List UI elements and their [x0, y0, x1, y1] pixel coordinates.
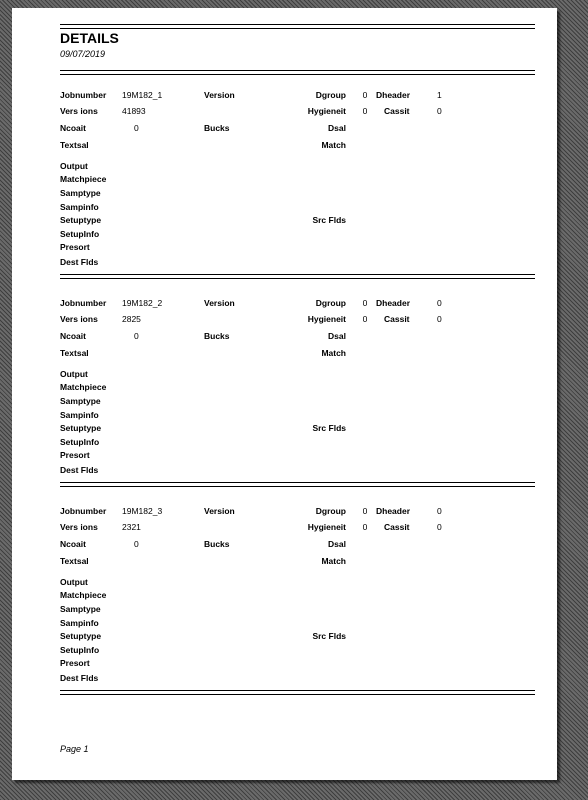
- detail-record: [12, 298, 557, 478]
- hygieneit-label: Hygieneit: [307, 522, 346, 532]
- record-separator: [60, 690, 535, 695]
- versions-value: 41893: [122, 106, 146, 116]
- versions-value: 2321: [122, 522, 141, 532]
- dsal-label: Dsal: [328, 331, 346, 341]
- ncoait-value: 0: [134, 331, 139, 341]
- cassit-label: Cassit: [384, 522, 410, 532]
- hygieneit-value: 0: [362, 314, 368, 324]
- bucks-label: Bucks: [204, 123, 230, 133]
- cassit-value: 0: [437, 314, 442, 324]
- dheader-label: Dheader: [376, 298, 411, 308]
- sampinfo-label: Sampinfo: [60, 618, 99, 628]
- setuptype-label: Setuptype: [60, 215, 102, 225]
- cassit-value: 0: [437, 522, 442, 532]
- samptype-label: Samptype: [60, 604, 101, 614]
- jobnumber-label: Jobnumber: [60, 90, 107, 100]
- jobnumber-value: 19M182_1: [122, 90, 163, 100]
- dheader-value: 1: [437, 90, 442, 100]
- ncoait-value: 0: [134, 123, 139, 133]
- hygieneit-value: 0: [362, 106, 368, 116]
- versions-label: Vers ions: [60, 522, 98, 532]
- setupinfo-label: SetupInfo: [60, 229, 100, 239]
- record-separator: [60, 482, 535, 487]
- srcflds-label: Src Flds: [312, 423, 346, 433]
- header-rule-bottom: [60, 70, 535, 75]
- dsal-label: Dsal: [328, 123, 346, 133]
- setupinfo-label: SetupInfo: [60, 645, 100, 655]
- presort-label: Presort: [60, 450, 90, 460]
- hygieneit-label: Hygieneit: [307, 314, 346, 324]
- srcflds-label: Src Flds: [312, 631, 346, 641]
- setuptype-label: Setuptype: [60, 423, 102, 433]
- detail-record: [12, 506, 557, 686]
- match-label: Match: [321, 348, 346, 358]
- presort-label: Presort: [60, 658, 90, 668]
- cassit-label: Cassit: [384, 314, 410, 324]
- version-label: Version: [204, 506, 235, 516]
- samptype-label: Samptype: [60, 396, 101, 406]
- setupinfo-label: SetupInfo: [60, 437, 100, 447]
- presort-label: Presort: [60, 242, 90, 252]
- dgroup-label: Dgroup: [315, 90, 346, 100]
- matchpiece-label: Matchpiece: [60, 382, 107, 392]
- hygieneit-label: Hygieneit: [307, 106, 346, 116]
- versions-label: Vers ions: [60, 106, 98, 116]
- dheader-label: Dheader: [376, 90, 411, 100]
- output-label: Output: [60, 369, 88, 379]
- record-separator: [60, 274, 535, 279]
- dheader-value: 0: [437, 298, 442, 308]
- samptype-label: Samptype: [60, 188, 101, 198]
- dsal-label: Dsal: [328, 539, 346, 549]
- setuptype-label: Setuptype: [60, 631, 102, 641]
- destflds-label: Dest Flds: [60, 465, 99, 475]
- output-label: Output: [60, 161, 88, 171]
- dgroup-value: 0: [362, 90, 368, 100]
- header-rule-top: [60, 24, 535, 29]
- match-label: Match: [321, 556, 346, 566]
- version-label: Version: [204, 298, 235, 308]
- bucks-label: Bucks: [204, 331, 230, 341]
- report-date: 09/07/2019: [60, 49, 106, 59]
- matchpiece-label: Matchpiece: [60, 590, 107, 600]
- textsal-label: Textsal: [60, 140, 89, 150]
- report-title: DETAILS: [60, 30, 119, 46]
- jobnumber-label: Jobnumber: [60, 506, 107, 516]
- report-page: [12, 8, 557, 780]
- hygieneit-value: 0: [362, 522, 368, 532]
- dgroup-label: Dgroup: [315, 506, 346, 516]
- page-number: Page 1: [60, 744, 89, 754]
- jobnumber-label: Jobnumber: [60, 298, 107, 308]
- dgroup-label: Dgroup: [315, 298, 346, 308]
- detail-record: [12, 90, 557, 270]
- srcflds-label: Src Flds: [312, 215, 346, 225]
- destflds-label: Dest Flds: [60, 257, 99, 267]
- jobnumber-value: 19M182_2: [122, 298, 163, 308]
- dheader-value: 0: [437, 506, 442, 516]
- dgroup-value: 0: [362, 506, 368, 516]
- destflds-label: Dest Flds: [60, 673, 99, 683]
- versions-value: 2825: [122, 314, 141, 324]
- ncoait-label: Ncoait: [60, 123, 86, 133]
- ncoait-label: Ncoait: [60, 331, 86, 341]
- dgroup-value: 0: [362, 298, 368, 308]
- bucks-label: Bucks: [204, 539, 230, 549]
- jobnumber-value: 19M182_3: [122, 506, 163, 516]
- cassit-label: Cassit: [384, 106, 410, 116]
- textsal-label: Textsal: [60, 348, 89, 358]
- dheader-label: Dheader: [376, 506, 411, 516]
- cassit-value: 0: [437, 106, 442, 116]
- matchpiece-label: Matchpiece: [60, 174, 107, 184]
- ncoait-label: Ncoait: [60, 539, 86, 549]
- ncoait-value: 0: [134, 539, 139, 549]
- version-label: Version: [204, 90, 235, 100]
- sampinfo-label: Sampinfo: [60, 202, 99, 212]
- sampinfo-label: Sampinfo: [60, 410, 99, 420]
- match-label: Match: [321, 140, 346, 150]
- output-label: Output: [60, 577, 88, 587]
- versions-label: Vers ions: [60, 314, 98, 324]
- textsal-label: Textsal: [60, 556, 89, 566]
